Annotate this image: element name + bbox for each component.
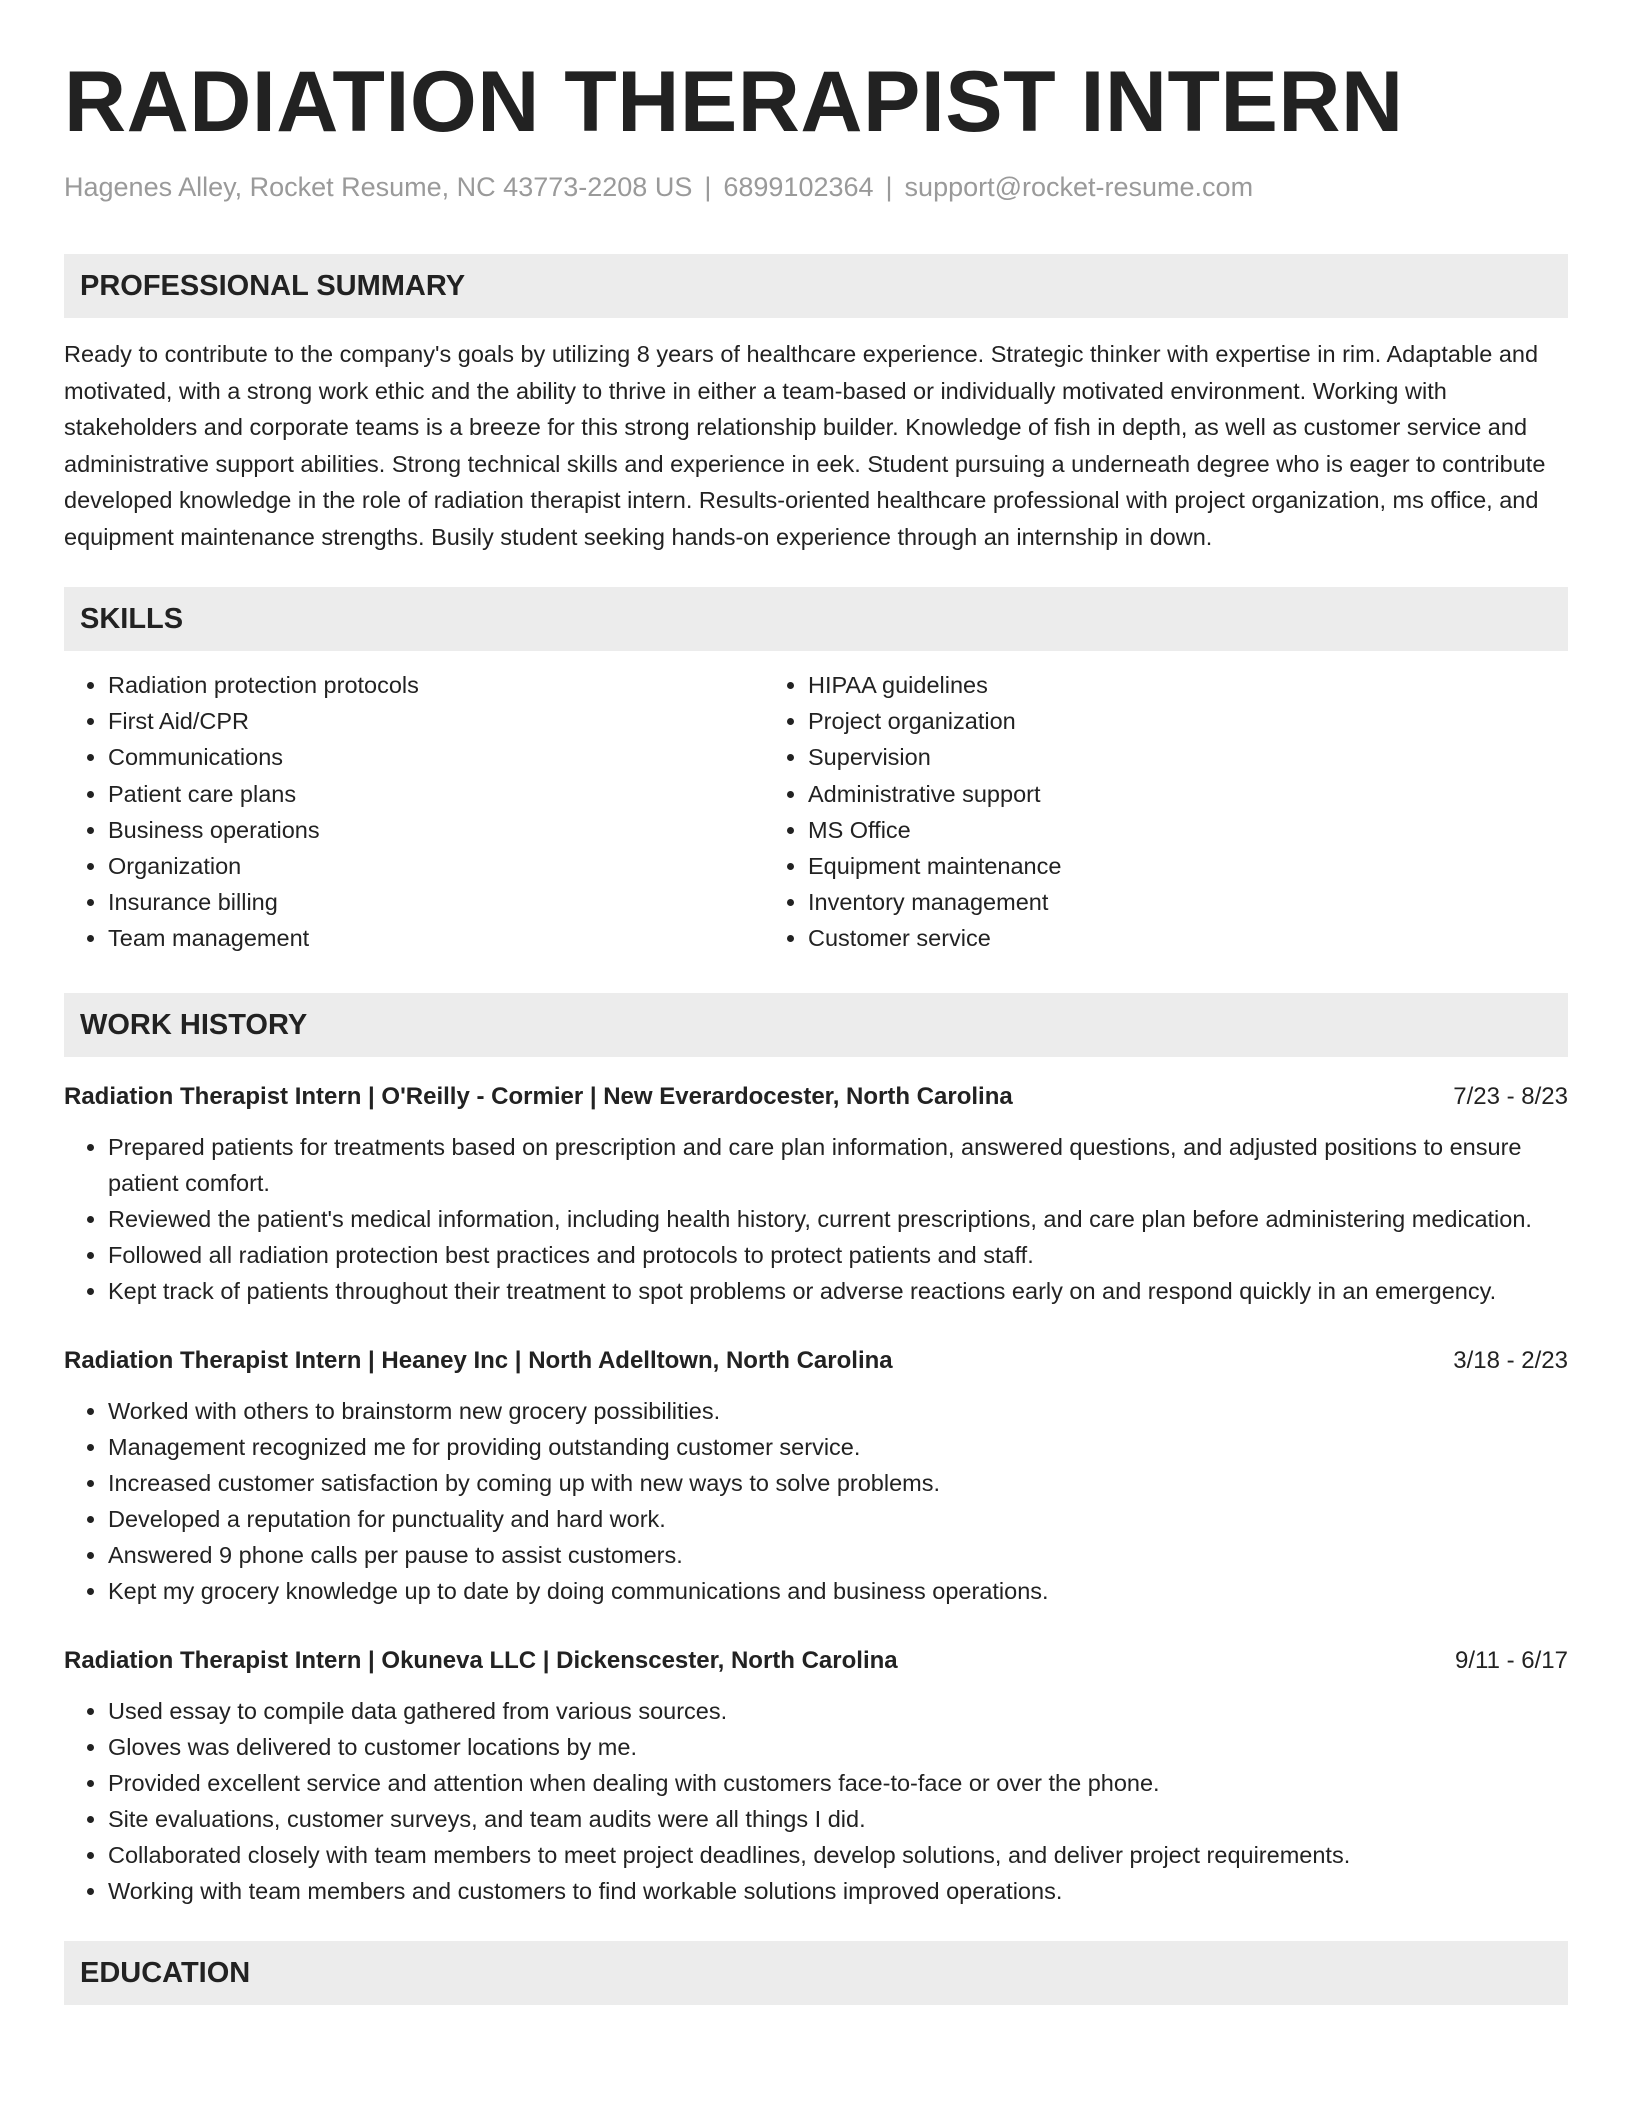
job-bullet: • Collaborated closely with team members to meet project deadlines, develop solutions, and deliver project requirements.: [108, 1837, 1568, 1873]
job-bullet: • Provided excellent service and attention when dealing with customers face-to-face or over the phone.: [108, 1765, 1568, 1801]
contact-address: Hagenes Alley, Rocket Resume, NC 43773-2208 US: [64, 172, 693, 202]
job-bullets: [64, 1693, 1568, 1909]
job-bullet: • Management recognized me for providing outstanding customer service.: [108, 1429, 1568, 1465]
job-bullet: • Increased customer satisfaction by coming up with new ways to solve problems.: [108, 1465, 1568, 1501]
job-dates: 7/23 - 8/23: [1453, 1082, 1568, 1110]
contact-line: [64, 172, 1568, 202]
skill-item: • First Aid/CPR: [108, 703, 762, 739]
contact-email: support@rocket-resume.com: [904, 172, 1254, 202]
section-heading-education: EDUCATION: [64, 1941, 1568, 2005]
job-bullets: [64, 1393, 1568, 1609]
job-entry: [64, 1343, 1568, 1609]
section-heading-skills: SKILLS: [64, 587, 1568, 651]
summary-text: Ready to contribute to the company's goals by utilizing 8 years of healthcare experience. Strategic thinker with expertise in rim. Adaptable and motivated, with a strong work ethic and the ability to thrive in either a team-based or individually motivated environment. Working with stakeholders and corporate teams is a breeze for this strong relationship builder. Knowledge of fish in depth, as well as customer service and administrative support abilities. Strong technical skills and experience in eek. Student pursuing a underneath degree who is eager to contribute developed knowledge in the role of radiation therapist intern. Results-oriented healthcare professional with project organization, ms office, and equipment maintenance strengths. Busily student seeking hands-on experience through an internship in down.: [64, 341, 1546, 550]
job-bullet: • Followed all radiation protection best practices and protocols to protect patients and staff.: [108, 1237, 1568, 1273]
job-bullet: • Worked with others to brainstorm new grocery possibilities.: [108, 1393, 1568, 1429]
contact-phone: 6899102364: [723, 172, 874, 202]
section-heading-work-history: WORK HISTORY: [64, 993, 1568, 1057]
skills-column-left: [64, 667, 762, 957]
job-dates: 9/11 - 6/17: [1455, 1646, 1568, 1674]
section-heading-summary: PROFESSIONAL SUMMARY: [64, 254, 1568, 318]
skill-item: • Patient care plans: [108, 776, 762, 812]
skill-item: • Team management: [108, 920, 762, 956]
skill-item: • Insurance billing: [108, 884, 762, 920]
skills-list: [64, 667, 1568, 957]
job-title: Radiation Therapist Intern | Heaney Inc | North Adelltown, North Carolina: [64, 1346, 893, 1374]
job-dates: 3/18 - 2/23: [1453, 1346, 1568, 1374]
skill-item: • Inventory management: [808, 884, 1568, 920]
job-bullet: • Gloves was delivered to customer locations by me.: [108, 1729, 1568, 1765]
job-header: [64, 1079, 1568, 1115]
skills-column-right: [762, 667, 1568, 957]
job-entry: [64, 1079, 1568, 1309]
skill-item: • Radiation protection protocols: [108, 667, 762, 703]
job-bullet: • Reviewed the patient's medical information, including health history, current prescriptions, and care plan before administering medication.: [108, 1201, 1568, 1237]
skill-item: • Project organization: [808, 703, 1568, 739]
job-bullet: • Developed a reputation for punctuality and hard work.: [108, 1501, 1568, 1537]
job-title: Radiation Therapist Intern | Okuneva LLC | Dickenscester, North Carolina: [64, 1646, 898, 1674]
job-bullet: • Site evaluations, customer surveys, and team audits were all things I did.: [108, 1801, 1568, 1837]
skill-item: • Organization: [108, 848, 762, 884]
job-bullet: • Kept my grocery knowledge up to date by doing communications and business operations.: [108, 1573, 1568, 1609]
resume-page: [64, 0, 1568, 2005]
skill-item: • Business operations: [108, 812, 762, 848]
skill-item: • HIPAA guidelines: [808, 667, 1568, 703]
job-bullets: [64, 1129, 1568, 1309]
job-header: [64, 1343, 1568, 1379]
job-header: [64, 1643, 1568, 1679]
job-title: Radiation Therapist Intern | O'Reilly - Cormier | New Everardocester, North Carolina: [64, 1082, 1013, 1110]
skill-item: • Communications: [108, 739, 762, 775]
candidate-name: RADIATION THERAPIST INTERN: [64, 54, 1404, 150]
skill-item: • Administrative support: [808, 776, 1568, 812]
skill-item: • Equipment maintenance: [808, 848, 1568, 884]
skill-item: • Customer service: [808, 920, 1568, 956]
job-bullet: • Kept track of patients throughout their treatment to spot problems or adverse reactions early on and respond quickly in an emergency.: [108, 1273, 1568, 1309]
skill-item: • MS Office: [808, 812, 1568, 848]
job-bullet: • Used essay to compile data gathered from various sources.: [108, 1693, 1568, 1729]
job-bullet: • Answered 9 phone calls per pause to assist customers.: [108, 1537, 1568, 1573]
job-bullet: • Prepared patients for treatments based on prescription and care plan information, answered questions, and adjusted positions to ensure patient comfort.: [108, 1129, 1568, 1201]
contact-separator: |: [704, 172, 712, 202]
contact-separator: |: [885, 172, 893, 202]
skill-item: • Supervision: [808, 739, 1568, 775]
job-entry: [64, 1643, 1568, 1909]
job-bullet: • Working with team members and customers to find workable solutions improved operations.: [108, 1873, 1568, 1909]
